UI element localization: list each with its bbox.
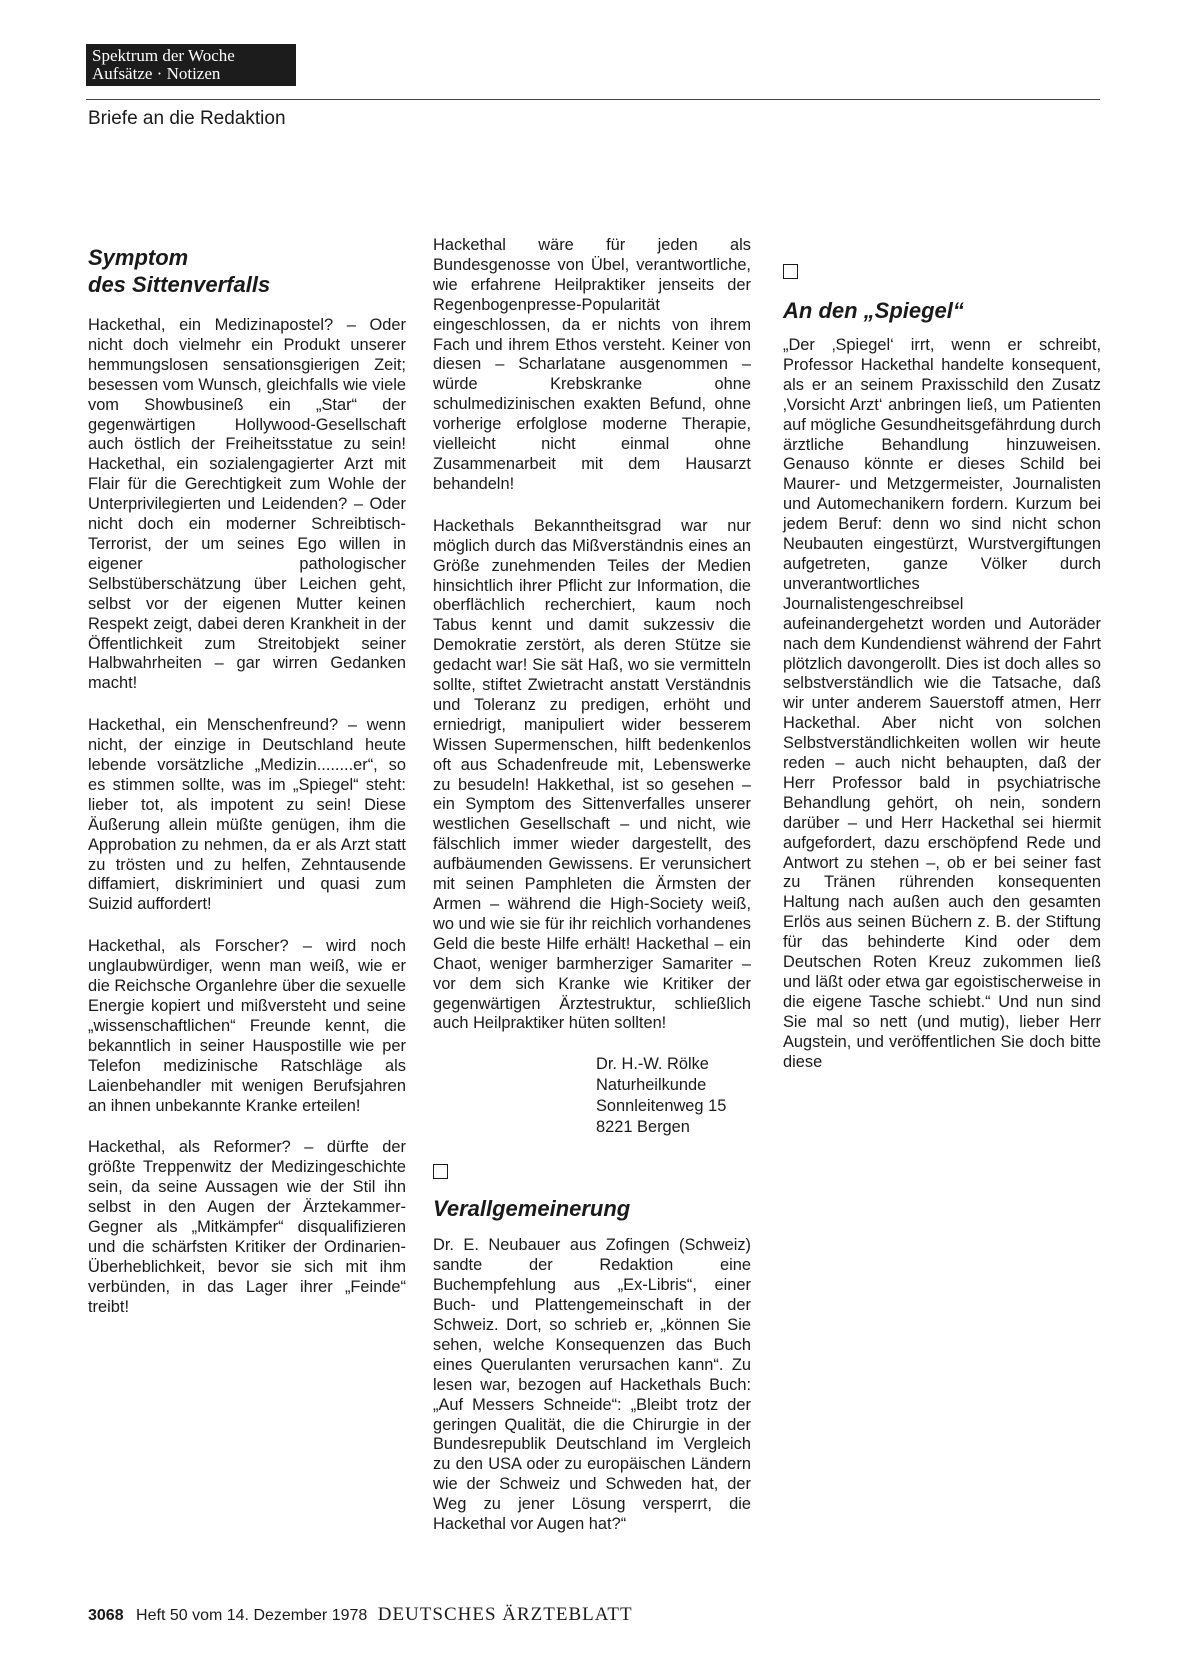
signature-name: Dr. H.-W. Rölke [596, 1055, 709, 1074]
column-1 [88, 244, 406, 1318]
issue-info: Heft 50 vom 14. Dezember 1978 [136, 1607, 368, 1624]
article-1-paragraph: Hackethal, als Reformer? – dürfte der größte Treppenwitz der Medizingeschichte sein, da seine Aussagen wie der Stil ihn selbst in den Augen der Ärztekammer-Gegner als „Mitkämpfer“ disqualifizieren und die schärfsten Kritiker der Ordinarien-Überheblichkeit, bevor sie sich mit ihm verbünden, in das Lager ihrer „Feinde“ treibt! [88, 1138, 406, 1316]
article-3-title: An den „Spiegel“ [783, 298, 964, 323]
article-1-paragraph: Hackethals Bekanntheitsgrad war nur möglich durch das Mißverständnis eines an Größe zunehmenden Teiles der Medien hinsichtlich ihrer Pflicht zur Information, die oberflächlich recherchiert, kaum noch Tabus kennt und damit sukzessiv die Demokratie zerstört, als deren Stütze sie gedacht war! Sie sät Haß, wo sie vermitteln sollte, stiftet Zwietracht anstatt Verständnis und Toleranz zu predigen, erhöht und erniedrigt, manipuliert wider besserem Wissen Supermenschen, hilft bedenkenlos oft aus Schadenfreude mit, Lebenswerke zu besudeln! Hakkethal, ist so gesehen – ein Symptom des Sittenverfalles unserer westlichen Gesellschaft – und nicht, wie fälschlich immer wieder dargestellt, des aufbäumenden Gewissens. Er verunsichert mit seinen Pamphleten die Ärmsten der Armen – während die High-Society weiß, wo und wie sie für ihr reichlich vorhandenes Geld die beste Hilfe erhält! Hackethal – ein Chaot, weniger barmherziger Samariter – vor dem sich Kranke wie Kritiker der gegenwärtigen Ärztestruktur, schließlich auch Heilpraktiker hüten sollten! [433, 516, 751, 1033]
article-1-title [88, 244, 406, 298]
masthead: DEUTSCHES ÄRZTEBLATT [377, 1604, 633, 1625]
signature-city: 8221 Bergen [596, 1118, 690, 1137]
article-1-signature [596, 1054, 751, 1138]
article-2-title: Verallgemeinerung [433, 1196, 631, 1222]
section-label [86, 44, 296, 86]
section-label-line1: Spektrum der Woche [92, 46, 235, 65]
page-footer [88, 1604, 633, 1626]
article-1-title-line1: Symptom [88, 245, 189, 270]
end-mark-icon [433, 1164, 448, 1179]
column-2 [433, 236, 751, 1535]
column-3 [783, 236, 1101, 1073]
header-rule [86, 99, 1100, 100]
article-2-paragraph: Dr. E. Neubauer aus Zofingen (Schweiz) sandte der Redaktion eine Buchempfehlung aus „Ex-Libris“, einer Buch- und Plattengemeinschaft in der Schweiz. Dort, so schrieb er, „können Sie sehen, welche Konsequenzen das Buch eines Querulanten verursachen kann“. Zu lesen war, bezogen auf Hackethals Buch: „Auf Messers Schneide“: „Bleibt trotz der geringen Qualität, die die Chirurgie in der Bundesrepublik Deutschland im Vergleich zu den USA oder zu europäischen Ländern wie der Schweiz und Schweden hat, der Weg zu jener Lösung versperrt, die Hackethal vor Augen hat?“ [433, 1236, 751, 1534]
signature-affiliation: Naturheilkunde [596, 1076, 707, 1095]
page-number: 3068 [88, 1607, 124, 1624]
end-mark-icon [783, 264, 798, 279]
article-3-paragraph: „Der ‚Spiegel‘ irrt, wenn er schreibt, Professor Hackethal handelte konsequent, als er an seinem Praxisschild den Zusatz ‚Vorsicht Arzt‘ anbringen ließ, um Patienten auf mögliche Gesundheitsgefährdung durch ärztliche Behandlung hinzuweisen. Genauso könnte er dieses Schild bei Maurer- und Metzgermeister, Journalisten und Automechanikern fordern. Kurzum bei jedem Beruf: denn wo sind nicht schon Neubauten eingestürzt, Wurstvergiftungen aufgetreten, ganze Völker durch unverantwortliches Journalistengeschreibsel aufeinandergehetzt worden und Autoräder nach dem Kundendienst während der Fahrt plötzlich davongerollt. Dies ist doch alles so selbstverständlich wie die Tatsache, daß wir unter anderem Sauerstoff atmen, Herr Hackethal. Aber nicht von solchen Selbstverständlichkeiten wollen wir heute reden – auch nicht behaupten, daß der Herr Professor bald in psychiatrische Behandlung gehört, oh nein, sondern darüber – und Herr Hackethal sei hiermit aufgefordert, dazu erschöpfend Rede und Antwort zu stehen –, ob er bei seiner fast zu Tränen rührenden konsequenten Haltung nach außen auch den gesamten Erlös aus seinen Büchern z. B. der Stiftung für das behinderte Kind oder dem Deutschen Roten Kreuz zukommen ließ und läßt oder etwa gar egoistischerweise in die eigene Tasche schiebt.“ Und nun sind Sie mal so nett (und mutig), lieber Herr Augstein, und veröffentlichen Sie doch bitte diese [783, 336, 1102, 1071]
article-1-paragraph: Hackethal, als Forscher? – wird noch unglaubwürdiger, wenn man weiß, wie er die Reichsche Organlehre über die sexuelle Energie kopiert und mißversteht und seine „wissenschaftlichen“ Freunde kennt, die bekanntlich in seiner Hauspostille wie per Telefon medizinische Ratschläge als Laienbehandler mit wenigen Berufsjahren an ihnen unbekannte Kranke erteilen! [88, 937, 406, 1115]
article-1-paragraph: Hackethal, ein Medizinapostel? – Oder nicht doch vielmehr ein Produkt unserer hemmungslosen sensationsgierigen Zeit; besessen vom Wunsch, gleichfalls wie viele vom Showbusineß ein „Star“ der gegenwärtigen Hollywood-Gesellschaft auch östlich der Freiheitsstatue zu sein! Hackethal, ein sozialengagierter Arzt mit Flair für die Gerechtigkeit zum Wohle der Unterprivilegierten und Leidenden? – Oder nicht doch ein moderner Schreibtisch-Terrorist, der um seines Ego willen in eigener pathologischer Selbstüberschätzung über Leichen geht, selbst vor der eigenen Mutter keinen Respekt zeigt, dabei deren Krankheit in der Öffentlichkeit zum Streitobjekt seiner Halbwahrheiten – gar wirren Gedanken macht! [88, 316, 406, 693]
section-label-line2: Aufsätze · Notizen [92, 64, 221, 83]
article-1-title-line2: des Sittenverfalls [88, 272, 271, 297]
signature-street: Sonnleitenweg 15 [596, 1097, 727, 1116]
article-1-paragraph: Hackethal wäre für jeden als Bundesgenosse von Übel, verantwortliche, wie erfahrene Heilpraktiker jenseits der Regenbogenpresse-Popularität eingeschlossen, da er nichts von ihrem Fach und ihrem Ethos versteht. Keiner von diesen – Scharlatane ausgenommen – würde Krebskranke ohne schulmedizinischen exakten Befund, ohne vorherige erfolglose moderne Therapie, vielleicht nicht einmal ohne Zusammenarbeit mit dem Hausarzt behandeln! [433, 236, 751, 493]
rubric-title: Briefe an die Redaktion [88, 108, 286, 129]
article-1-paragraph: Hackethal, ein Menschenfreund? – wenn nicht, der einzige in Deutschland heute lebende vorsätzliche „Medizin........er“, so es stimmen sollte, was im „Spiegel“ steht: lieber tot, als impotent zu sein! Diese Äußerung allein müßte genügen, ihm die Approbation zu nehmen, da er als Arzt statt zu trösten und zu helfen, Zehntausende diffamiert, diskriminiert und quasi zum Suizid auffordert! [88, 716, 406, 914]
